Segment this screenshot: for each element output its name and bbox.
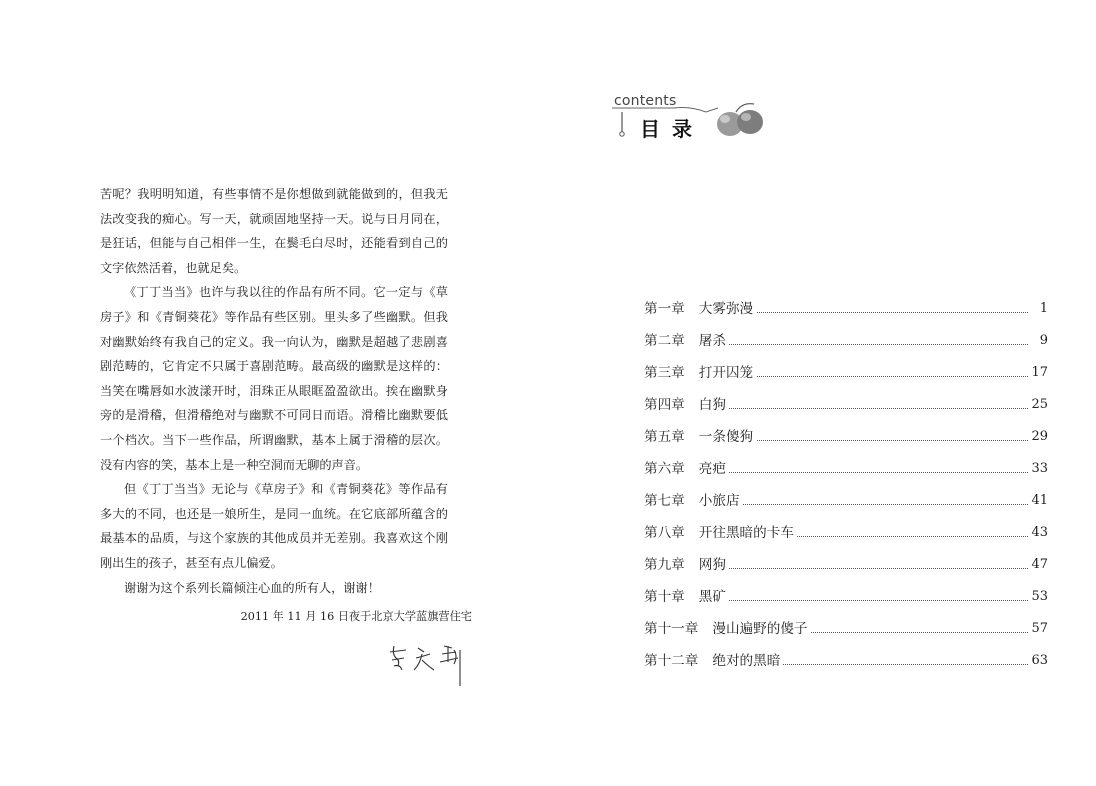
- chapter-title: 屠杀: [698, 333, 726, 349]
- chapter-number: 第三章: [644, 365, 685, 381]
- toc-entry-label: [644, 549, 729, 581]
- toc-entry-label: [644, 581, 729, 613]
- contents-label: contents: [614, 93, 677, 109]
- chapter-title: 亮疤: [698, 461, 726, 477]
- toc-entry[interactable]: [644, 325, 1048, 357]
- page-number: 25: [1028, 389, 1048, 421]
- table-of-contents: [644, 293, 1048, 677]
- afterword-text: [100, 182, 448, 600]
- toc-entry-label: [644, 357, 756, 389]
- chapter-number: 第五章: [644, 429, 685, 445]
- page-number: 33: [1028, 453, 1048, 485]
- chapter-title: 打开囚笼: [698, 365, 754, 381]
- right-page: [548, 0, 1096, 786]
- chapter-number: 第十章: [644, 589, 685, 605]
- date-place-signoff: 2011 年 11 月 16 日夜于北京大学蓝旗营住宅: [240, 610, 472, 623]
- toc-entry[interactable]: [644, 357, 1048, 389]
- toc-entry-label: [644, 453, 729, 485]
- toc-entry-label: [644, 325, 729, 357]
- chapter-title: 绝对的黑暗: [712, 653, 781, 669]
- page-number: 29: [1028, 421, 1048, 453]
- chapter-title: 大雾弥漫: [698, 301, 754, 317]
- contents-header: [610, 86, 780, 148]
- chapter-number: 第九章: [644, 557, 685, 573]
- toc-entry[interactable]: [644, 517, 1048, 549]
- toc-entry[interactable]: [644, 293, 1048, 325]
- page-number: 47: [1028, 549, 1048, 581]
- chapter-title: 白狗: [698, 397, 726, 413]
- paragraph: 但《丁丁当当》无论与《草房子》和《青铜葵花》等作品有多大的不同，也还是一娘所生，是同一血统。在它底部所蕴含的最基本的品质，与这个家族的其他成员并无差别。我喜欢这个刚刚出生的孩子，甚至有点儿偏爱。: [100, 482, 448, 570]
- toc-entry-label: [644, 517, 797, 549]
- page-number: 43: [1028, 517, 1048, 549]
- toc-entry[interactable]: [644, 549, 1048, 581]
- chapter-number: 第二章: [644, 333, 685, 349]
- chapter-number: 第一章: [644, 301, 685, 317]
- page-number: 53: [1028, 581, 1048, 613]
- chapter-title: 一条傻狗: [698, 429, 754, 445]
- chapter-title: 开往黑暗的卡车: [698, 525, 794, 541]
- page-number: 57: [1028, 613, 1048, 645]
- toc-entry-label: [644, 645, 783, 677]
- page-number: 41: [1028, 485, 1048, 517]
- toc-entry[interactable]: [644, 453, 1048, 485]
- chapter-number: 第四章: [644, 397, 685, 413]
- page-number: 63: [1028, 645, 1048, 677]
- chapter-title: 漫山遍野的傻子: [712, 621, 808, 637]
- paragraph: 苦呢？我明明知道，有些事情不是你想做到就能做到的，但我无法改变我的痴心。写一天，就顽固地坚持一天。说与日月同在，是狂话，但能与自己相伴一生，在鬓毛白尽时，还能看到自己的文字依然活着，也就足矣。: [100, 187, 448, 275]
- page-number: 9: [1037, 325, 1048, 357]
- page-number: 1: [1037, 293, 1048, 325]
- author-signature: [372, 640, 472, 688]
- toc-entry[interactable]: [644, 485, 1048, 517]
- toc-entry-label: [644, 293, 756, 325]
- toc-entry-label: [644, 613, 811, 645]
- chapter-number: 第六章: [644, 461, 685, 477]
- toc-entry[interactable]: [644, 645, 1048, 677]
- toc-entry-label: [644, 389, 729, 421]
- toc-entry-label: [644, 485, 743, 517]
- chapter-title: 黑矿: [698, 589, 726, 605]
- paragraph: 谢谢为这个系列长篇倾注心血的所有人，谢谢！: [124, 580, 380, 595]
- toc-entry[interactable]: [644, 389, 1048, 421]
- paragraph: 《丁丁当当》也许与我以往的作品有所不同。它一定与《草房子》和《青铜葵花》等作品有些区别。里头多了些幽默。但我对幽默始终有我自己的定义。我一向认为，幽默是超越了悲剧喜剧范畴的，它肯定不只属于喜剧范畴。最高级的幽默是这样的：当笑在嘴唇如水波漾开时，泪珠正从眼眶盈盈欲出。挨在幽默身旁的是滑稽，但滑稽绝对与幽默不可同日而语。滑稽比幽默要低一个档次。当下一些作品，所谓幽默，基本上属于滑稽的层次。没有内容的笑，基本上是一种空洞而无聊的声音。: [100, 285, 448, 472]
- toc-heading: 目录: [640, 117, 704, 141]
- page-number: 17: [1028, 357, 1048, 389]
- toc-entry[interactable]: [644, 421, 1048, 453]
- chapter-number: 第十二章: [644, 653, 699, 669]
- toc-entry[interactable]: [644, 581, 1048, 613]
- chapter-number: 第十一章: [644, 621, 699, 637]
- toc-entry-label: [644, 421, 756, 453]
- chapter-title: 小旅店: [698, 493, 740, 509]
- chapter-number: 第七章: [644, 493, 685, 509]
- chapter-title: 网狗: [698, 557, 726, 573]
- chapter-number: 第八章: [644, 525, 685, 541]
- toc-entry[interactable]: [644, 613, 1048, 645]
